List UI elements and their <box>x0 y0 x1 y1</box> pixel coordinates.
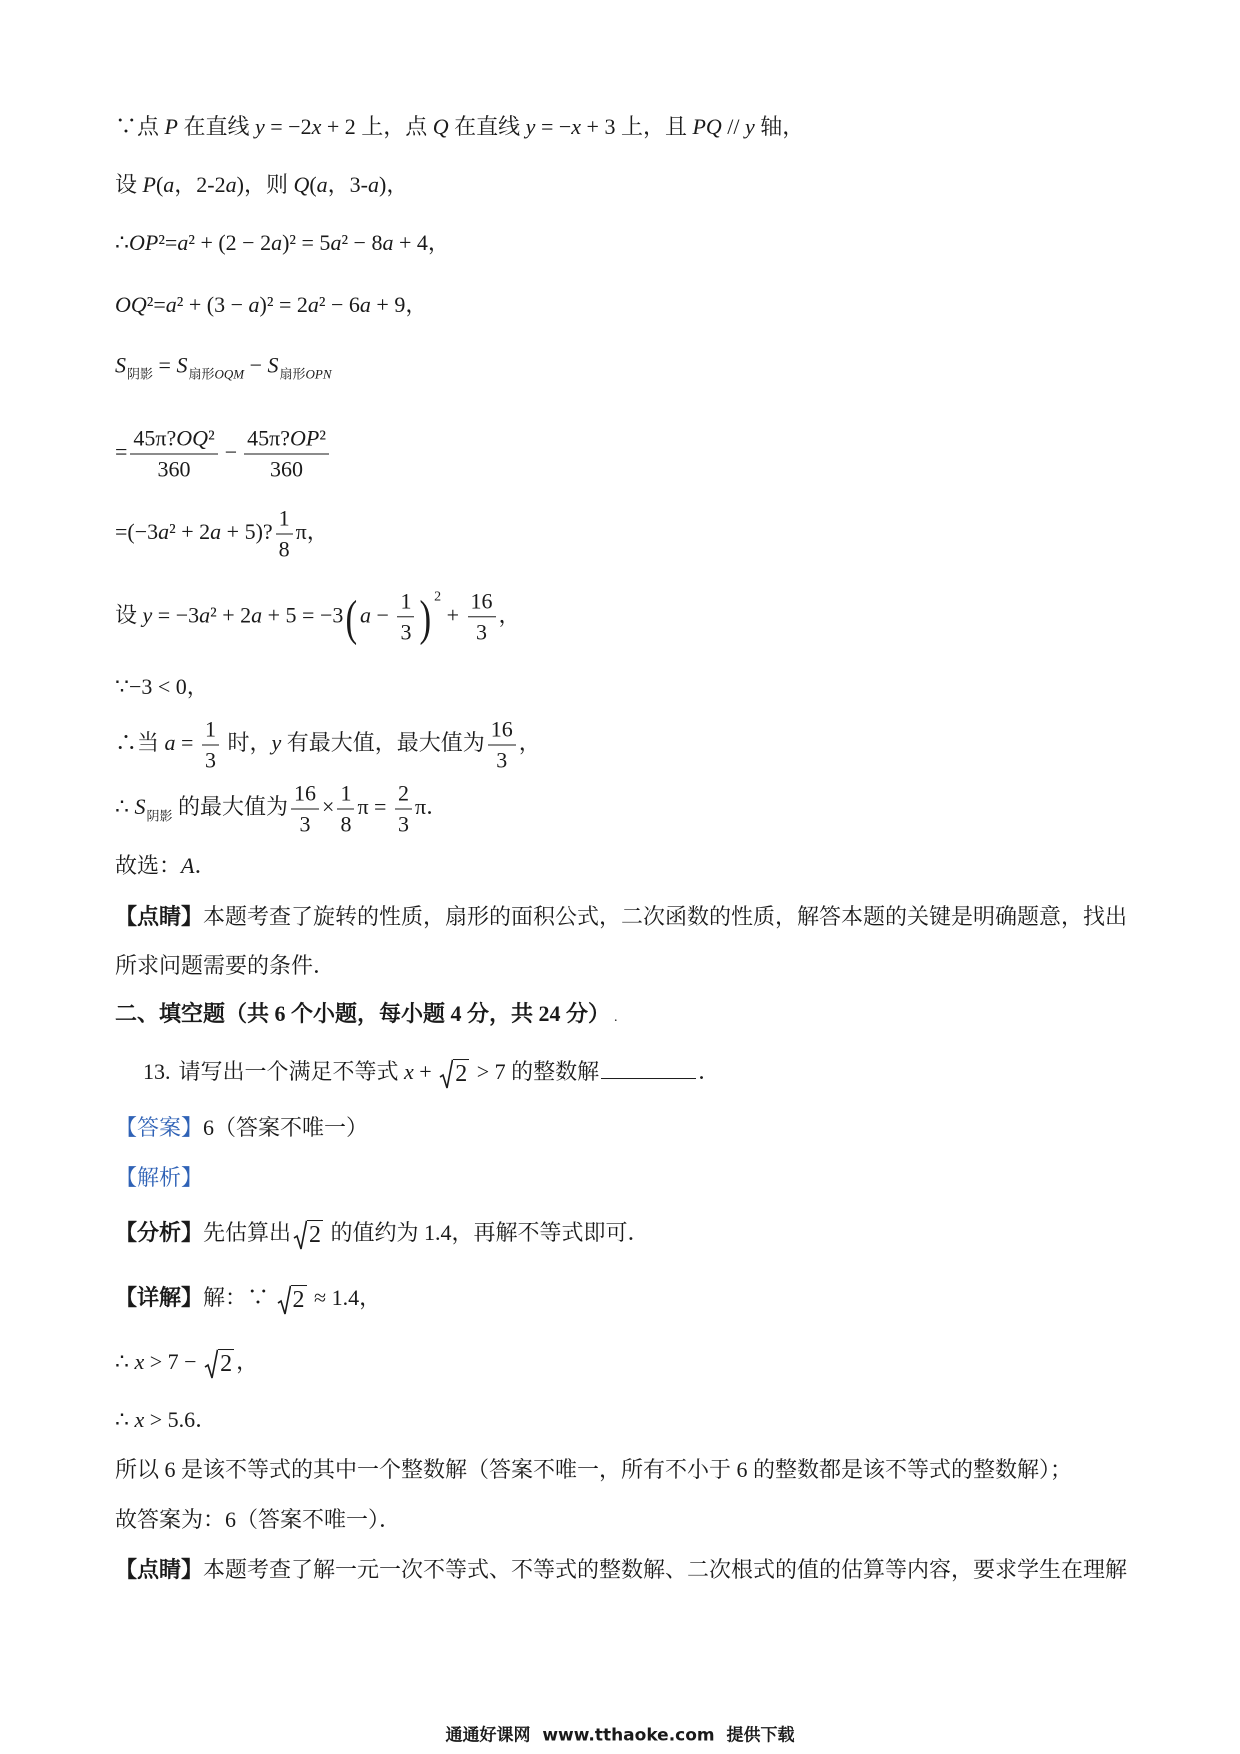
fraction-denominator: 3 <box>397 811 409 837</box>
fraction <box>244 424 329 485</box>
final-answer-line: 故答案为：6（答案不唯一）． <box>115 1507 402 1532</box>
step-text: ∴ x > 7 − <box>115 1349 203 1375</box>
comment-label: 【点睛】 <box>115 1557 204 1582</box>
question-text: > 7 的整数解 <box>471 1059 600 1085</box>
section-heading-text: 二、填空题（共 6 个小题，每小题 4 分，共 24 分） <box>115 1001 611 1026</box>
math-variable: OP <box>289 425 320 451</box>
math-variable: a <box>210 519 222 545</box>
area-subscript: 阴影 <box>146 808 173 824</box>
fraction-numerator: 1 <box>202 715 219 746</box>
fraction-numerator: 45π?OQ² <box>130 424 217 455</box>
conclusion-line: 所以 6 是该不等式的其中一个整数解（答案不唯一，所有不小于 6 的整数都是该不等式的整数解）； <box>115 1457 1073 1482</box>
comment-label: 【点睛】 <box>115 904 204 929</box>
math-variable: OQM <box>214 366 245 382</box>
math-variable: a <box>158 519 170 545</box>
fenxi-text: 的值约为 1.4，再解不等式即可． <box>325 1220 650 1246</box>
math-variable: x <box>571 114 582 139</box>
fraction-numerator: 2 <box>395 779 412 810</box>
fraction-numerator: 45π?OP² <box>244 424 329 455</box>
line-text: ， <box>498 602 521 628</box>
fraction-denominator: 3 <box>299 811 311 837</box>
fraction <box>337 779 354 840</box>
math-variable: S <box>134 794 146 820</box>
radical-sign-icon <box>439 1059 453 1089</box>
choice-answer: 故选：A． <box>115 853 217 878</box>
fraction-denominator: 8 <box>340 811 352 837</box>
math-variable: P <box>142 172 156 197</box>
minus-sign: − <box>224 439 238 465</box>
math-variable: a <box>316 172 328 197</box>
solution-line-2: 设 P(a，2-2a)，则 Q(a，3-a)， <box>115 172 409 197</box>
simplified-area-line <box>115 504 329 565</box>
fraction <box>395 779 412 840</box>
comment-line-1 <box>115 902 1127 932</box>
fraction <box>130 424 217 485</box>
square-root <box>204 1349 234 1379</box>
radical-sign-icon <box>293 1220 307 1250</box>
math-variable: x <box>134 1349 145 1375</box>
answer-label: 【答案】 <box>115 1115 204 1140</box>
equals-sign: = <box>115 439 128 465</box>
area-subscript: 阴影 <box>127 366 154 382</box>
left-paren: ( <box>345 589 358 646</box>
math-variable: x <box>404 1059 414 1085</box>
solution-line-1: ∵点 P 在直线 y = −2x + 2 上，点 Q 在直线 y = −x + 3 上，且 PQ // y 轴， <box>115 114 805 139</box>
line-text: π． <box>414 794 449 820</box>
math-variable: a <box>359 292 371 317</box>
times-sign: × <box>322 794 335 820</box>
fraction <box>276 504 293 565</box>
math-variable: a <box>165 292 177 317</box>
fraction-denominator: 360 <box>157 456 191 482</box>
question-text: 请写出一个满足不等式 <box>178 1059 405 1085</box>
fraction-denominator: 3 <box>204 747 216 773</box>
fenxi-text: 先估算出 <box>203 1220 292 1246</box>
fraction-denominator: 3 <box>400 619 412 645</box>
math-variable: A <box>181 853 195 878</box>
line-text: ∴ S <box>115 794 146 820</box>
line-text: =(−3a² + 2a + 5)? <box>115 519 273 545</box>
fraction-denominator: 3 <box>496 747 508 773</box>
math-variable: x <box>311 114 322 139</box>
xiangjie-text: 解：∵ <box>203 1285 275 1311</box>
area-subscript: 扇形OPN <box>279 366 332 382</box>
math-variable: a <box>382 230 394 255</box>
square-root <box>277 1285 307 1315</box>
max-value-line <box>115 715 541 776</box>
math-variable: y <box>745 114 755 139</box>
line-text: π， <box>295 519 329 545</box>
right-paren: ) <box>419 589 432 646</box>
answer-blank <box>601 1057 696 1079</box>
math-variable: y <box>271 730 282 756</box>
step-2-line: ∴ x > 5.6． <box>115 1407 218 1432</box>
question-13-stem <box>143 1057 720 1089</box>
line-text: π = <box>357 794 392 820</box>
square-root <box>439 1059 469 1089</box>
question-number: 13. <box>143 1059 171 1085</box>
minus-sign: − <box>244 352 268 378</box>
quadratic-line <box>115 582 521 647</box>
xiangjie-label: 【详解】 <box>115 1285 204 1311</box>
math-variable: a <box>360 602 372 628</box>
fraction <box>488 715 516 776</box>
math-variable: S <box>115 352 126 378</box>
fraction-denominator: 8 <box>278 536 290 562</box>
math-variable: Q <box>293 172 310 197</box>
math-variable: a <box>164 730 176 756</box>
fraction-numerator: 16 <box>468 587 496 618</box>
answer-line <box>115 1113 368 1143</box>
fraction <box>468 587 496 648</box>
math-variable: a <box>330 230 342 255</box>
radicand: 2 <box>220 1350 233 1377</box>
comment-line-2: 所求问题需要的条件． <box>115 953 336 978</box>
exponent: 2 <box>434 589 442 605</box>
fraction <box>202 715 219 776</box>
line-text: ∴当 a = <box>115 730 199 756</box>
question-end: ． <box>698 1059 721 1085</box>
math-variable: y <box>525 114 536 139</box>
math-variable: a <box>307 292 319 317</box>
solution-line-4: OQ²=a² + (3 − a)² = 2a² − 6a + 9， <box>115 292 428 317</box>
fraction-numerator: 1 <box>276 504 293 535</box>
fraction <box>291 779 319 840</box>
area-difference-line <box>115 424 332 485</box>
fenxi-line <box>115 1218 650 1250</box>
math-variable: S <box>267 352 279 378</box>
shaded-area-formula <box>115 351 332 390</box>
page-footer: 通通好课网 www.tthaoke.com 提供下载 <box>445 1725 795 1746</box>
area-symbol <box>267 353 278 378</box>
math-variable: OQ <box>176 425 209 451</box>
radicand: 2 <box>309 1221 322 1248</box>
comment-text: 本题考查了旋转的性质，扇形的面积公式，二次函数的性质，解答本题的关键是明确题意，找出 <box>203 904 1128 929</box>
line-text: a − <box>360 602 395 628</box>
math-variable: a <box>368 172 379 197</box>
max-area-line <box>115 779 448 840</box>
fraction-numerator: 16 <box>488 715 516 746</box>
section-heading <box>115 999 618 1033</box>
step-1-line <box>115 1347 258 1379</box>
math-variable: y <box>142 602 153 628</box>
line-text: 的最大值为 <box>172 794 289 820</box>
math-variable: OP <box>129 230 159 255</box>
solution-line-9: ∵−3 < 0， <box>115 674 209 699</box>
math-variable: a <box>199 602 211 628</box>
fraction-denominator: 360 <box>270 456 304 482</box>
fraction-denominator: 3 <box>476 619 488 645</box>
equals-sign: = <box>153 352 177 378</box>
xiangjie-line <box>115 1283 381 1315</box>
xiangjie-text: ≈ 1.4， <box>308 1285 382 1311</box>
radicand: 2 <box>455 1060 468 1087</box>
line-text: ， <box>518 730 541 756</box>
math-variable: OQ <box>115 292 147 317</box>
analysis-label: 【解析】 <box>115 1165 204 1190</box>
comment-line-3 <box>115 1555 1127 1585</box>
math-variable: a <box>225 172 237 197</box>
math-variable: P <box>164 114 178 139</box>
solution-line-3: ∴OP²=a² + (2 − 2a)² = 5a² − 8a + 4， <box>115 230 450 255</box>
radicand: 2 <box>292 1286 305 1313</box>
section-heading-dot: . <box>614 1010 618 1025</box>
math-variable: y <box>254 114 265 139</box>
math-variable: PQ <box>692 114 722 139</box>
line-text: 时，y 有最大值，最大值为 <box>221 730 485 756</box>
step-text: ， <box>236 1349 259 1375</box>
question-math: x + <box>404 1059 438 1085</box>
plus-sign: + <box>441 602 465 628</box>
comment-text: 本题考查了解一元一次不等式、不等式的整数解、二次根式的值的估算等内容，要求学生在理解 <box>203 1557 1128 1582</box>
fraction-numerator: 1 <box>397 587 414 618</box>
math-variable: a <box>271 230 283 255</box>
math-variable: a <box>251 602 263 628</box>
square-root <box>293 1220 323 1250</box>
area-subscript: 扇形OQM <box>188 366 245 382</box>
line-text: 设 y = −3a² + 2a + 5 = −3 <box>115 602 344 628</box>
radical-sign-icon <box>204 1349 218 1379</box>
radical-sign-icon <box>277 1285 291 1315</box>
area-symbol <box>115 353 126 378</box>
fraction-numerator: 16 <box>291 779 319 810</box>
answer-text: 6（答案不唯一） <box>203 1115 369 1140</box>
math-variable: a <box>248 292 260 317</box>
area-symbol <box>176 353 187 378</box>
math-variable: OPN <box>305 366 332 382</box>
math-variable: x <box>134 1407 145 1432</box>
fraction-numerator: 1 <box>337 779 354 810</box>
fraction <box>397 587 414 648</box>
math-variable: Q <box>432 114 449 139</box>
fenxi-label: 【分析】 <box>115 1220 204 1246</box>
math-variable: a <box>163 172 175 197</box>
math-variable: a <box>177 230 189 255</box>
math-variable: S <box>176 352 188 378</box>
